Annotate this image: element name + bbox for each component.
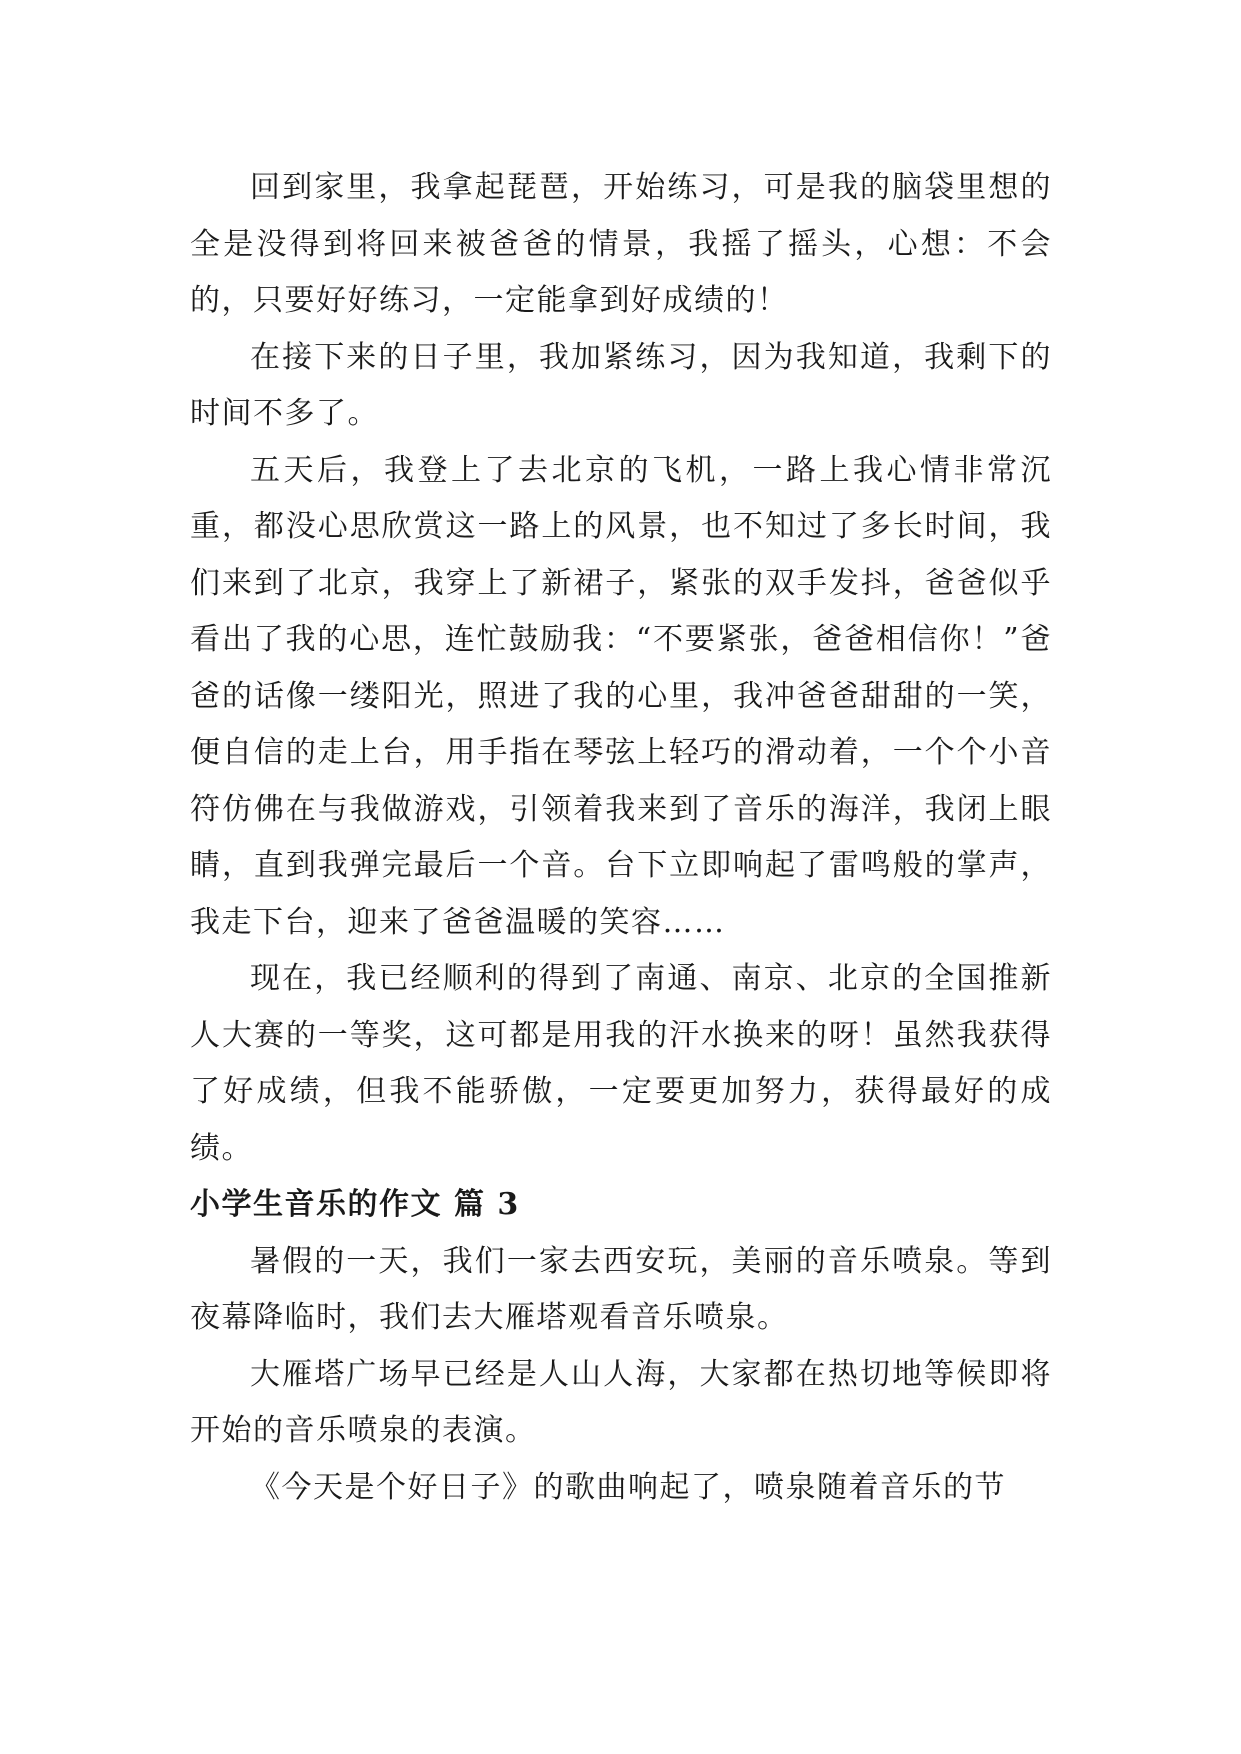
paragraph-song-begins: 《今天是个好日子》的歌曲响起了，喷泉随着音乐的节	[250, 1469, 1006, 1505]
paragraph-xian-trip: 暑假的一天，我们一家去西安玩，美丽的音乐喷泉。等到夜幕降临时，我们去大雁塔观看音乐喷泉。	[190, 1243, 1052, 1335]
paragraph-award-result: 现在，我已经顺利的得到了南通、南京、北京的全国推新人大赛的一等奖，这可都是用我的汗水换来的呀！虽然我获得了好成绩，但我不能骄傲，一定要更加努力，获得最好的成绩。	[190, 961, 1052, 1166]
document-page	[190, 160, 1052, 1516]
paragraph-square-crowd: 大雁塔广场早已经是人山人海，大家都在热切地等候即将开始的音乐喷泉的表演。	[190, 1356, 1052, 1448]
paragraph-intensify-practice: 在接下来的日子里，我加紧练习，因为我知道，我剩下的时间不多了。	[190, 339, 1052, 431]
paragraph-practice-at-home: 回到家里，我拿起琵琶，开始练习，可是我的脑袋里想的全是没得到将回来被爸爸的情景，我摇了摇头，心想：不会的，只要好好练习，一定能拿到好成绩的！	[190, 170, 1052, 318]
section-heading: 小学生音乐的作文 篇 3	[190, 1187, 520, 1222]
paragraph-beijing-performance: 五天后，我登上了去北京的飞机，一路上我心情非常沉重，都没心思欣赏这一路上的风景，也不知过了多长时间，我们来到了北京，我穿上了新裙子，紧张的双手发抖，爸爸似乎看出了我的心思，连忙鼓励我：“不要紧张，爸爸相信你！”爸爸的话像一缕阳光，照进了我的心里，我冲爸爸甜甜的一笑，便自信的走上台，用手指在琴弦上轻巧的滑动着，一个个小音符仿佛在与我做游戏，引领着我来到了音乐的海洋，我闭上眼睛，直到我弹完最后一个音。台下立即响起了雷鸣般的掌声，我走下台，迎来了爸爸温暖的笑容……	[190, 452, 1052, 940]
